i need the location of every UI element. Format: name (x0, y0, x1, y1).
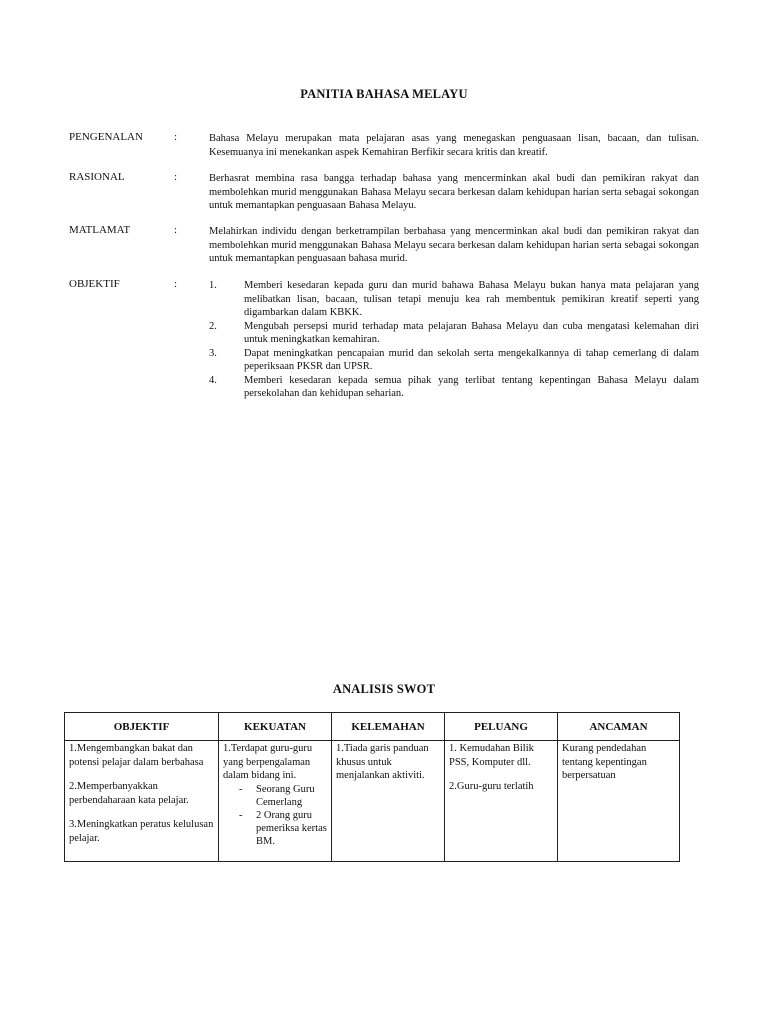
list-number: 4. (209, 374, 217, 386)
list-item: - 2 Orang guru pemeriksa kertas BM. (239, 809, 327, 848)
list-item-text: Memberi kesedaran kepada semua pihak yang terlibat tentang kepentingan Bahasa Melayu dalam persekolahan dan kehidupan seharian. (244, 374, 699, 399)
kekuatan-sublist (223, 783, 327, 848)
list-item: - Seorang Guru Cemerlang (239, 783, 327, 809)
list-item-text: Memberi kesedaran kepada guru dan murid bahawa Bahasa Melayu bukan hanya mata pelajaran yang melibatkan lisan, bacaan, tulisan tetapi menuju kea rah membentuk pemikiran kreatif seperti yang digambarkan dalam KBKK. (244, 280, 699, 318)
page-title: PANITIA BAHASA MELAYU (300, 87, 468, 101)
column-header-ancaman: ANCAMAN (558, 713, 680, 741)
section-colon: : (174, 224, 178, 236)
section-text-matlamat: Melahirkan individu dengan berketrampilan berbahasa yang mencerminkan akal budi dan pemikiran rakyat dan membolehkan murid menggunakan Bahasa Melayu secara berkesan dalam kehidupan harian serta sebagai sokongan untuk memantapkan penguasaan bahasa murid. (209, 226, 699, 264)
section-label-matlamat: MATLAMAT (69, 224, 131, 236)
column-header-peluang: PELUANG (445, 713, 558, 741)
cell-kekuatan (219, 741, 332, 862)
cell-peluang (445, 741, 558, 862)
list-item-text: Dapat meningkatkan pencapaian murid dan sekolah serta mengekalkannya di tahap cemerlang di dalam peperiksaan PKSR dan UPSR. (244, 347, 699, 372)
cell-text: 1.Mengembangkan bakat dan potensi pelajar dalam berbahasa (69, 743, 204, 768)
section-colon: : (174, 131, 178, 143)
section-colon: : (174, 278, 178, 290)
list-number: 2. (209, 320, 217, 332)
cell-ancaman (558, 741, 680, 862)
section-text-rasional: Berhasrat membina rasa bangga terhadap bahasa yang mencerminkan akal budi dan pemikiran rakyat dan membolehkan murid menggunakan Bahasa Melayu secara berkesan dalam kehidupan harian serta sebagai sokongan untuk memantapkan penguasaan Bahasa Melayu. (209, 173, 699, 211)
section-label-pengenalan: PENGENALAN (69, 131, 143, 143)
list-item (209, 374, 699, 401)
list-item (209, 347, 699, 374)
list-number: 3. (209, 347, 217, 359)
cell-objektif (65, 741, 219, 862)
cell-text: 1. Kemudahan Bilik PSS, Komputer dll. (449, 743, 534, 768)
cell-text: 2.Guru-guru terlatih (449, 781, 534, 792)
column-header-kekuatan: KEKUATAN (219, 713, 332, 741)
list-item (209, 320, 699, 347)
list-item (209, 279, 699, 320)
cell-kelemahan (332, 741, 445, 862)
cell-text: Kurang pendedahan tentang kepentingan berpersatuan (562, 743, 647, 781)
section-label-objektif: OBJEKTIF (69, 278, 120, 290)
cell-text: 1.Terdapat guru-guru yang berpengalaman dalam bidang ini. (223, 743, 313, 781)
objektif-list (209, 279, 699, 401)
swot-table (64, 712, 680, 862)
cell-text: 2.Memperbanyakkan perbendaharaan kata pelajar. (69, 781, 189, 806)
section-label-rasional: RASIONAL (69, 171, 125, 183)
section-colon: : (174, 171, 178, 183)
cell-text: 1.Tiada garis panduan khusus untuk menjalankan aktiviti. (336, 743, 429, 781)
column-header-objektif: OBJEKTIF (65, 713, 219, 741)
column-header-kelemahan: KELEMAHAN (332, 713, 445, 741)
list-item-text: Mengubah persepsi murid terhadap mata pelajaran Bahasa Melayu dan cuba mengatasi kelemahan diri untuk meningkatkan kemahiran. (244, 320, 699, 345)
list-number: 1. (209, 280, 217, 291)
table-header-row (65, 713, 680, 741)
swot-title: ANALISIS SWOT (332, 682, 436, 696)
section-text-pengenalan: Bahasa Melayu merupakan mata pelajaran asas yang menegaskan penguasaan lisan, bacaan, dan tulisan. Kesemuanya ini menekankan aspek Kemahiran Berfikir secara kritis dan kreatif. (209, 133, 699, 158)
cell-text: 3.Meningkatkan peratus kelulusan pelajar. (69, 819, 214, 844)
table-row (65, 741, 680, 862)
